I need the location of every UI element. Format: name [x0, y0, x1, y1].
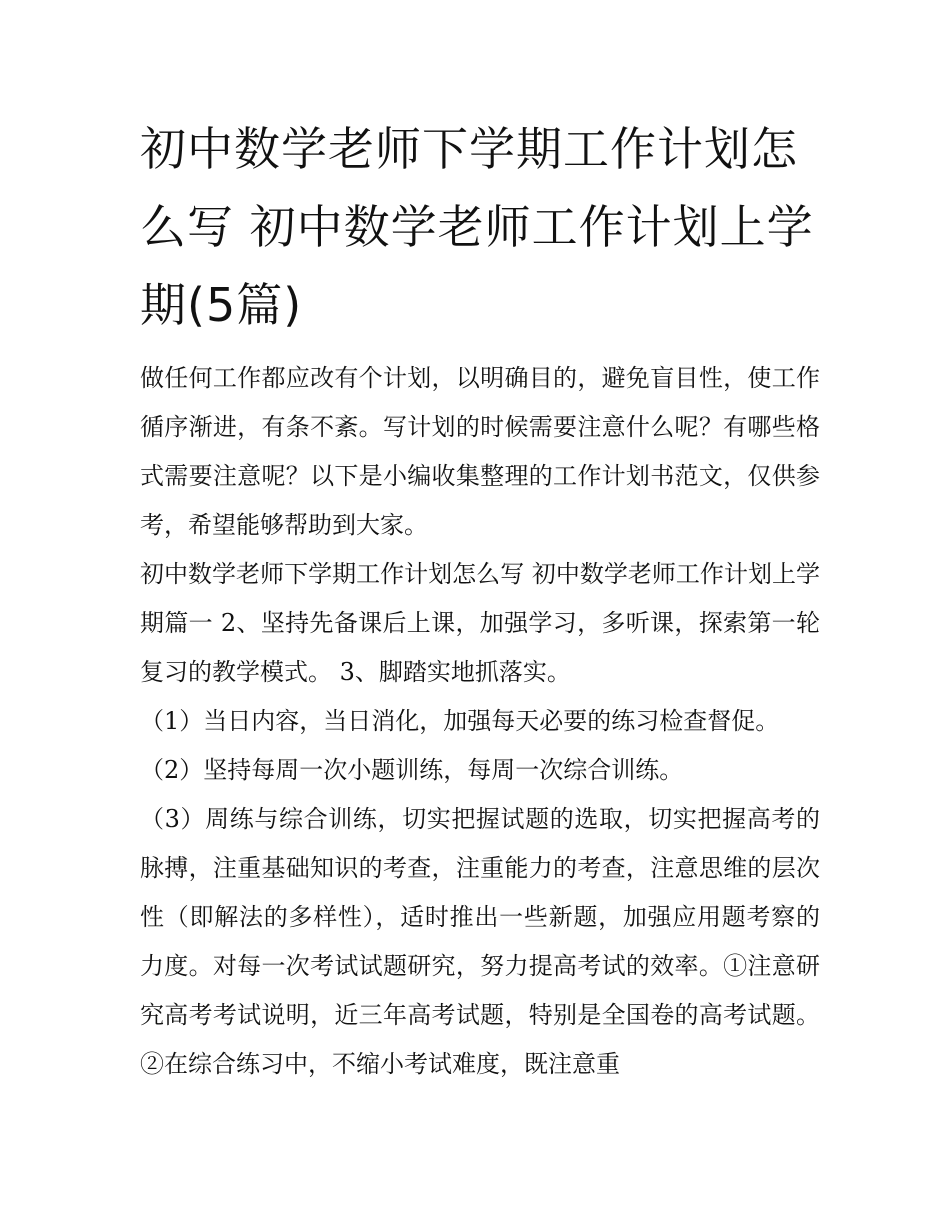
paragraph-item-3: （3）周练与综合训练，切实把握试题的选取，切实把握高考的脉搏，注重基础知识的考查，注重能力的考查，注意思维的层次性（即解法的多样性），适时推出一些新题，加强应用题考察的力度。对每一次考试试题研究，努力提高考试的效率。①注意研究高考考试说明，近三年高考试题，特别是全国卷的高考试题。 ②在综合练习中，不缩小考试难度，既注意重 — [140, 805, 820, 1078]
paragraph-section-one: 初中数学老师下学期工作计划怎么写 初中数学老师工作计划上学期篇一 2、坚持先备课后上课，加强学习，多听课，探索第一轮复习的教学模式。 3、脚踏实地抓落实。 — [140, 560, 820, 686]
document-title: 初中数学老师下学期工作计划怎么写 初中数学老师工作计划上学期(5篇) — [140, 122, 814, 332]
document-body — [140, 110, 820, 1089]
paragraph-intro: 做任何工作都应改有个计划，以明确目的，避免盲目性，使工作循序渐进，有条不紊。写计划的时候需要注意什么呢？有哪些格式需要注意呢？以下是小编收集整理的工作计划书范文，仅供参考，希望能够帮助到大家。 — [140, 364, 820, 539]
paragraph-item-1: （1）当日内容，当日消化，加强每天必要的练习检查督促。 — [140, 707, 780, 735]
paragraph-item-2: （2）坚持每周一次小题训练，每周一次综合训练。 — [140, 756, 684, 784]
